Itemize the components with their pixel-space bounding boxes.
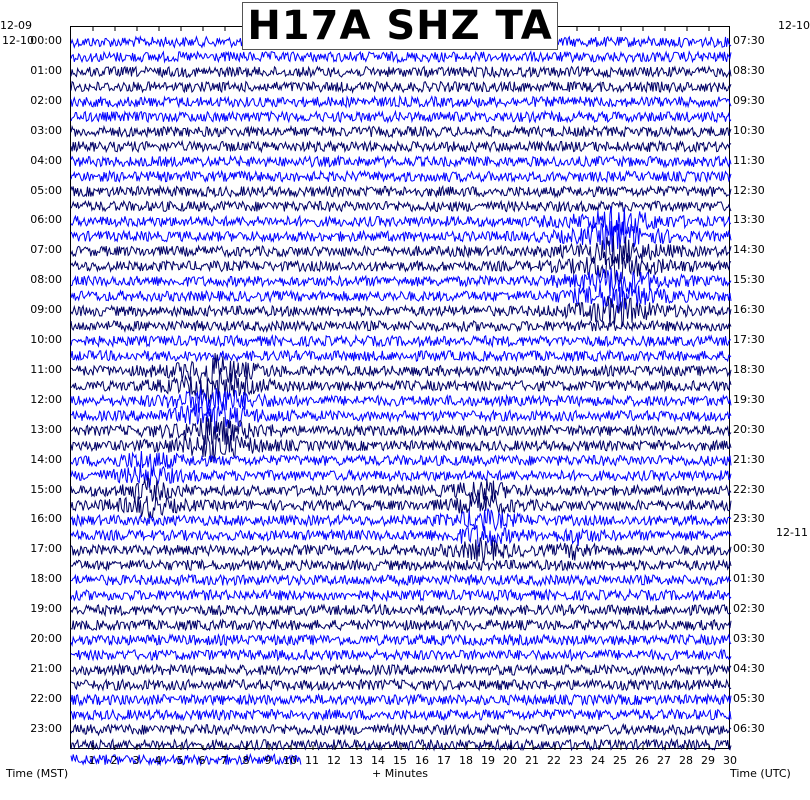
- minute-tick-label: 16: [415, 754, 429, 767]
- right-date-top: 12-10: [778, 19, 810, 32]
- trace-row: [71, 127, 731, 137]
- right-hour-label: 23:30: [733, 512, 765, 526]
- right-axis-label: Time (UTC): [730, 767, 791, 780]
- left-hour-label: 04:00: [30, 153, 62, 167]
- trace-row: [71, 67, 731, 77]
- minute-tick-label: 19: [481, 754, 495, 767]
- left-hour-label: 22:00: [30, 691, 62, 705]
- minute-tick-label: 20: [503, 754, 517, 767]
- right-hour-label: 12:30: [733, 183, 765, 197]
- minute-tick-label: 21: [525, 754, 539, 767]
- minute-tick-label: 10: [283, 754, 297, 767]
- right-hour-label: 14:30: [733, 243, 765, 257]
- left-hour-label: 05:00: [30, 183, 62, 197]
- right-hour-label: 03:30: [733, 632, 765, 645]
- trace-row: [71, 186, 731, 196]
- helicorder-plot: [70, 26, 730, 749]
- right-hour-label: 00:30: [733, 542, 765, 556]
- left-hour-label: 02:00: [30, 93, 62, 107]
- minute-tick-label: 9: [264, 754, 272, 767]
- left-hour-label: 21:00: [30, 661, 62, 675]
- right-hour-label: 02:30: [733, 602, 765, 616]
- left-hour-label: 10:00: [30, 333, 62, 346]
- right-hour-label: 06:30: [733, 721, 765, 735]
- trace-row: [71, 605, 731, 615]
- right-hour-label: 19:30: [733, 392, 765, 406]
- trace-row: [71, 336, 731, 346]
- trace-row: [71, 353, 731, 384]
- trace-row: [71, 635, 731, 645]
- trace-row: [71, 710, 731, 720]
- minute-tick-label: 23: [569, 754, 583, 767]
- minute-tick-label: 8: [242, 754, 250, 767]
- minute-tick-label: 12: [327, 754, 341, 767]
- left-hour-label: 00:00: [30, 34, 62, 47]
- minute-tick-label: 30: [723, 754, 737, 767]
- trace-row: [71, 201, 731, 211]
- right-hour-label: 09:30: [733, 93, 765, 107]
- right-hour-label: 15:30: [733, 273, 765, 287]
- left-hour-label: 17:00: [30, 542, 62, 556]
- left-hour-label: 01:00: [30, 63, 62, 77]
- left-axis-label: Time (MST): [6, 767, 69, 780]
- right-hour-label: 07:30: [733, 34, 765, 47]
- left-hour-label: 20:00: [30, 632, 62, 645]
- left-hour-label: 16:00: [30, 512, 62, 526]
- right-hour-label: 21:30: [733, 452, 765, 466]
- trace-row: [71, 695, 731, 705]
- minute-tick-label: 2: [110, 754, 118, 767]
- minute-tick-label: 26: [635, 754, 649, 767]
- trace-row: [71, 620, 731, 630]
- minute-tick-label: 4: [154, 754, 162, 767]
- minute-tick-label: 17: [437, 754, 451, 767]
- trace-row: [71, 538, 731, 563]
- minute-tick-label: 1: [88, 754, 96, 767]
- minute-tick-label: 6: [198, 754, 206, 767]
- right-hour-label: 22:30: [733, 482, 765, 496]
- trace-row: [71, 156, 731, 166]
- minute-tick-label: 15: [393, 754, 407, 767]
- left-hour-label: 19:00: [30, 602, 62, 616]
- trace-row: [71, 665, 731, 675]
- trace-row: [71, 82, 731, 92]
- minute-tick-label: 7: [220, 754, 228, 767]
- trace-row: [71, 142, 731, 152]
- minute-tick-label: 13: [349, 754, 363, 767]
- minute-tick-label: 5: [176, 754, 184, 767]
- left-hour-label: 15:00: [30, 482, 62, 496]
- right-hour-label: 10:30: [733, 123, 765, 137]
- right-hour-label: 05:30: [733, 691, 765, 705]
- right-hour-label: 20:30: [733, 422, 765, 436]
- trace-row: [71, 575, 731, 585]
- trace-row: [71, 296, 731, 327]
- trace-row: [71, 97, 731, 107]
- left-date-main: 12-10: [2, 34, 34, 47]
- trace-row: [71, 650, 731, 660]
- x-axis-label: + Minutes: [372, 767, 429, 780]
- trace-row: [71, 590, 731, 600]
- right-hour-label: 13:30: [733, 213, 765, 227]
- left-hour-label: 11:00: [30, 362, 62, 376]
- right-hour-label: 11:30: [733, 153, 765, 167]
- trace-row: [71, 52, 731, 62]
- trace-row: [71, 509, 731, 531]
- left-hour-label: 14:00: [30, 452, 62, 466]
- left-hour-label: 07:00: [30, 243, 62, 257]
- right-hour-label: 18:30: [733, 362, 765, 376]
- trace-row: [71, 725, 731, 735]
- minute-tick-label: 27: [657, 754, 671, 767]
- left-hour-label: 23:00: [30, 721, 62, 735]
- minute-tick-label: 3: [132, 754, 140, 767]
- trace-row: [71, 351, 731, 361]
- seismogram-traces: [71, 27, 731, 750]
- right-hour-label: 08:30: [733, 63, 765, 77]
- right-hour-label: 17:30: [733, 333, 765, 346]
- trace-row: [71, 112, 731, 122]
- left-hour-label: 12:00: [30, 392, 62, 406]
- minute-tick-label: 29: [701, 754, 715, 767]
- right-date-mid: 12-11: [776, 526, 808, 539]
- trace-row: [71, 253, 731, 284]
- minute-tick-label: 24: [591, 754, 605, 767]
- trace-row: [71, 525, 731, 547]
- left-date-top: 12-09: [0, 19, 32, 32]
- minute-tick-label: 14: [371, 754, 385, 767]
- left-hour-label: 09:00: [30, 303, 62, 317]
- station-title: H17A SHZ TA: [242, 2, 558, 50]
- right-hour-label: 01:30: [733, 572, 765, 586]
- trace-row: [71, 680, 731, 690]
- trace-row: [71, 171, 731, 181]
- minute-tick-label: 22: [547, 754, 561, 767]
- left-hour-label: 08:00: [30, 273, 62, 287]
- trace-row: [71, 415, 731, 445]
- trace-row: [71, 560, 731, 570]
- right-hour-label: 04:30: [733, 661, 765, 675]
- minute-tick-label: 11: [305, 754, 319, 767]
- trace-row: [71, 451, 731, 473]
- minute-tick-label: 25: [613, 754, 627, 767]
- right-hour-label: 16:30: [733, 303, 765, 317]
- left-hour-label: 18:00: [30, 572, 62, 586]
- left-hour-label: 03:00: [30, 123, 62, 137]
- minute-tick-label: 28: [679, 754, 693, 767]
- left-hour-label: 06:00: [30, 213, 62, 227]
- left-hour-label: 13:00: [30, 422, 62, 436]
- minute-tick-label: 18: [459, 754, 473, 767]
